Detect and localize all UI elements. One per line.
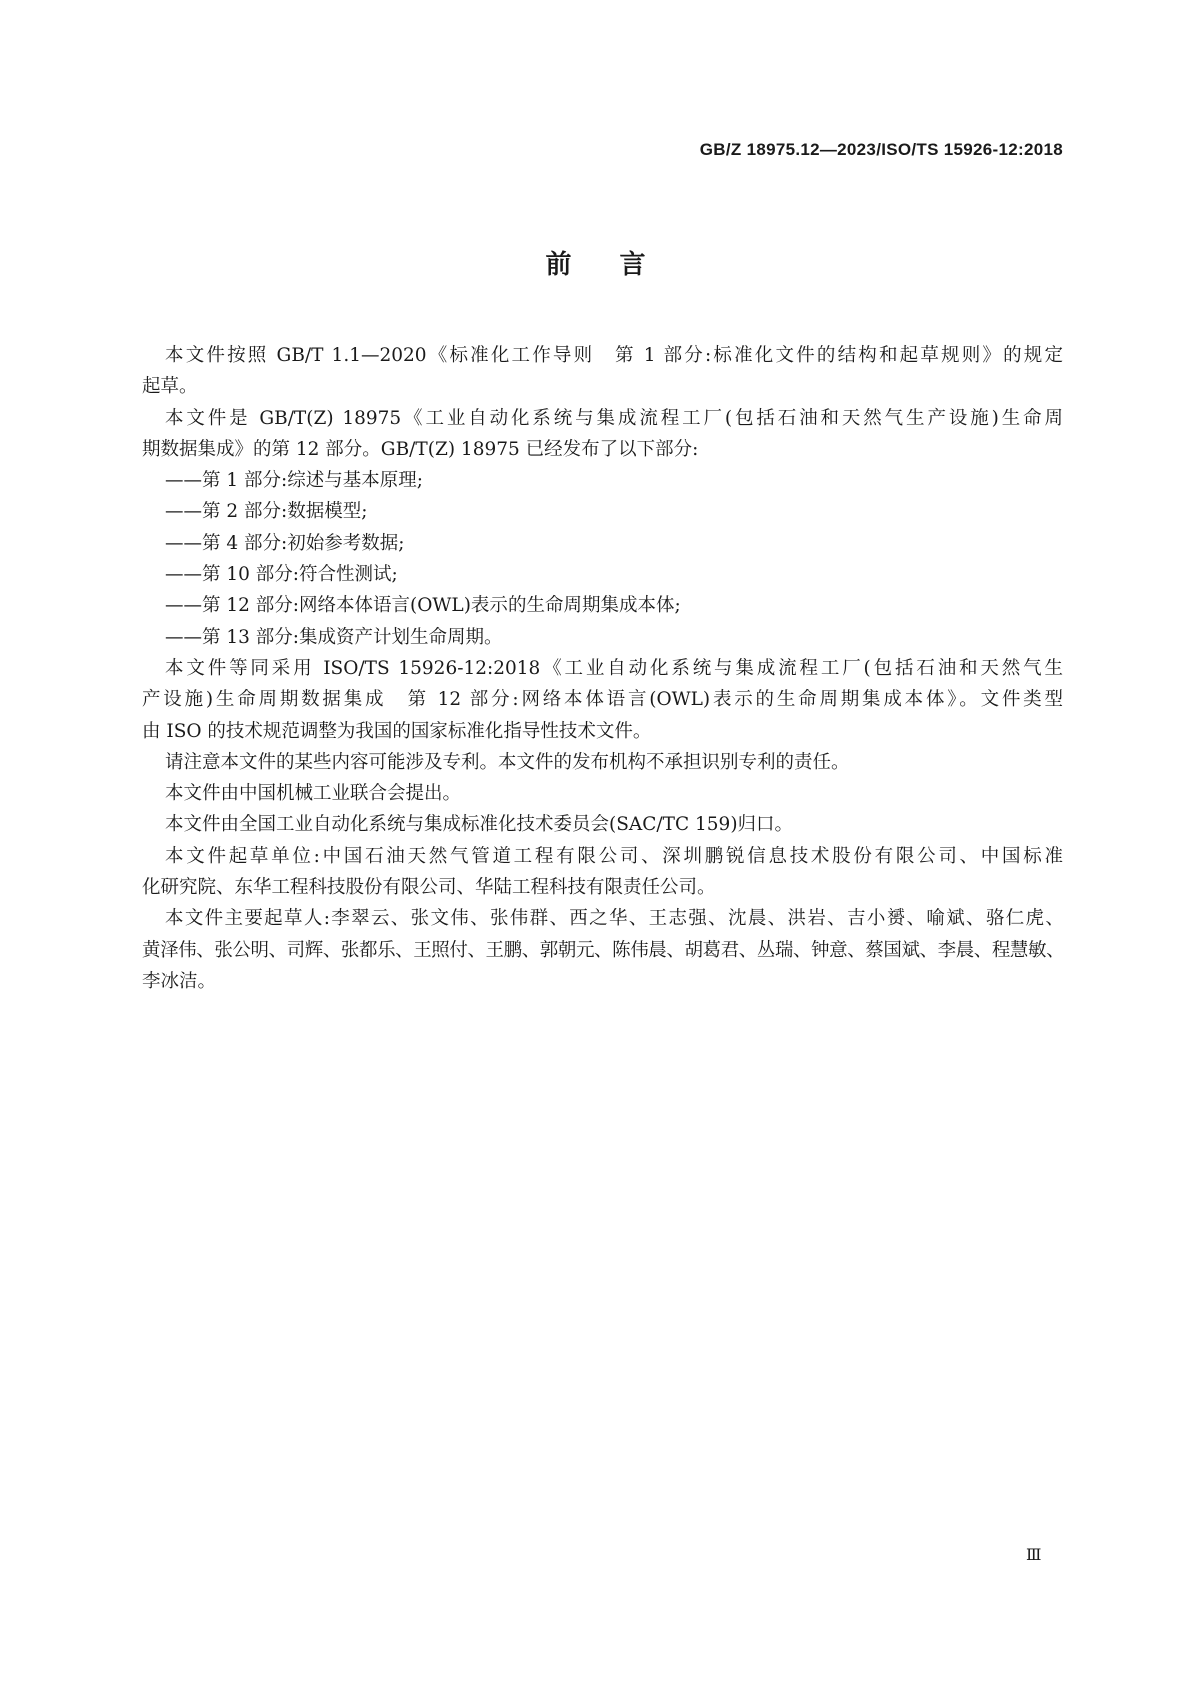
text-line: 期数据集成》的第 12 部分。GB/T(Z) 18975 已经发布了以下部分: <box>142 438 699 460</box>
text-line: 黄泽伟、张公明、司辉、张都乐、王照付、王鹏、郭朝元、陈伟晨、胡葛君、丛瑞、钟意、蔡国斌、李晨、程慧敏、 <box>142 939 1063 961</box>
text-line: 本文件起草单位:中国石油天然气管道工程有限公司、深圳鹏锐信息技术股份有限公司、中国标准 <box>165 845 1063 867</box>
text-line: 化研究院、东华工程科技股份有限公司、华陆工程科技有限责任公司。 <box>142 877 716 899</box>
text-line: 起草。 <box>142 376 198 398</box>
document-header-standard-number: GB/Z 18975.12—2023/ISO/TS 15926-12:2018 <box>699 140 1063 159</box>
text-line: 本文件等同采用 ISO/TS 15926-12:2018《工业自动化系统与集成流程工厂(包括石油和天然气生 <box>165 657 1063 679</box>
text-line: 本文件主要起草人:李翠云、张文伟、张伟群、西之华、王志强、沈晨、洪岩、吉小赟、喻斌、骆仁虎、 <box>165 908 1063 930</box>
list-item: ——第 1 部分:综述与基本原理; <box>165 470 423 492</box>
text-line: 李冰洁。 <box>142 970 217 992</box>
list-item: ——第 2 部分:数据模型; <box>165 501 368 523</box>
text-line: 本文件是 GB/T(Z) 18975《工业自动化系统与集成流程工厂(包括石油和天然气生产设施)生命周 <box>165 407 1063 429</box>
foreword-body <box>142 340 1063 997</box>
text-line: 本文件按照 GB/T 1.1—2020《标准化工作导则 第 1 部分:标准化文件的结构和起草规则》的规定 <box>165 345 1063 366</box>
page-title: 前言 <box>545 250 694 280</box>
page-number: Ⅲ <box>1026 1545 1042 1564</box>
list-item: ——第 4 部分:初始参考数据; <box>165 532 405 554</box>
text-line: 本文件由全国工业自动化系统与集成标准化技术委员会(SAC/TC 159)归口。 <box>165 814 794 836</box>
text-line: 产设施)生命周期数据集成 第 12 部分:网络本体语言(OWL)表示的生命周期集成本体》。文件类型 <box>142 689 1063 711</box>
list-item: ——第 13 部分:集成资产计划生命周期。 <box>165 626 503 648</box>
text-line: 由 ISO 的技术规范调整为我国的国家标准化指导性技术文件。 <box>142 720 652 742</box>
list-item: ——第 10 部分:符合性测试; <box>165 564 398 586</box>
text-line: 请注意本文件的某些内容可能涉及专利。本文件的发布机构不承担识别专利的责任。 <box>165 751 850 773</box>
list-item: ——第 12 部分:网络本体语言(OWL)表示的生命周期集成本体; <box>165 595 681 617</box>
text-line: 本文件由中国机械工业联合会提出。 <box>165 783 462 805</box>
